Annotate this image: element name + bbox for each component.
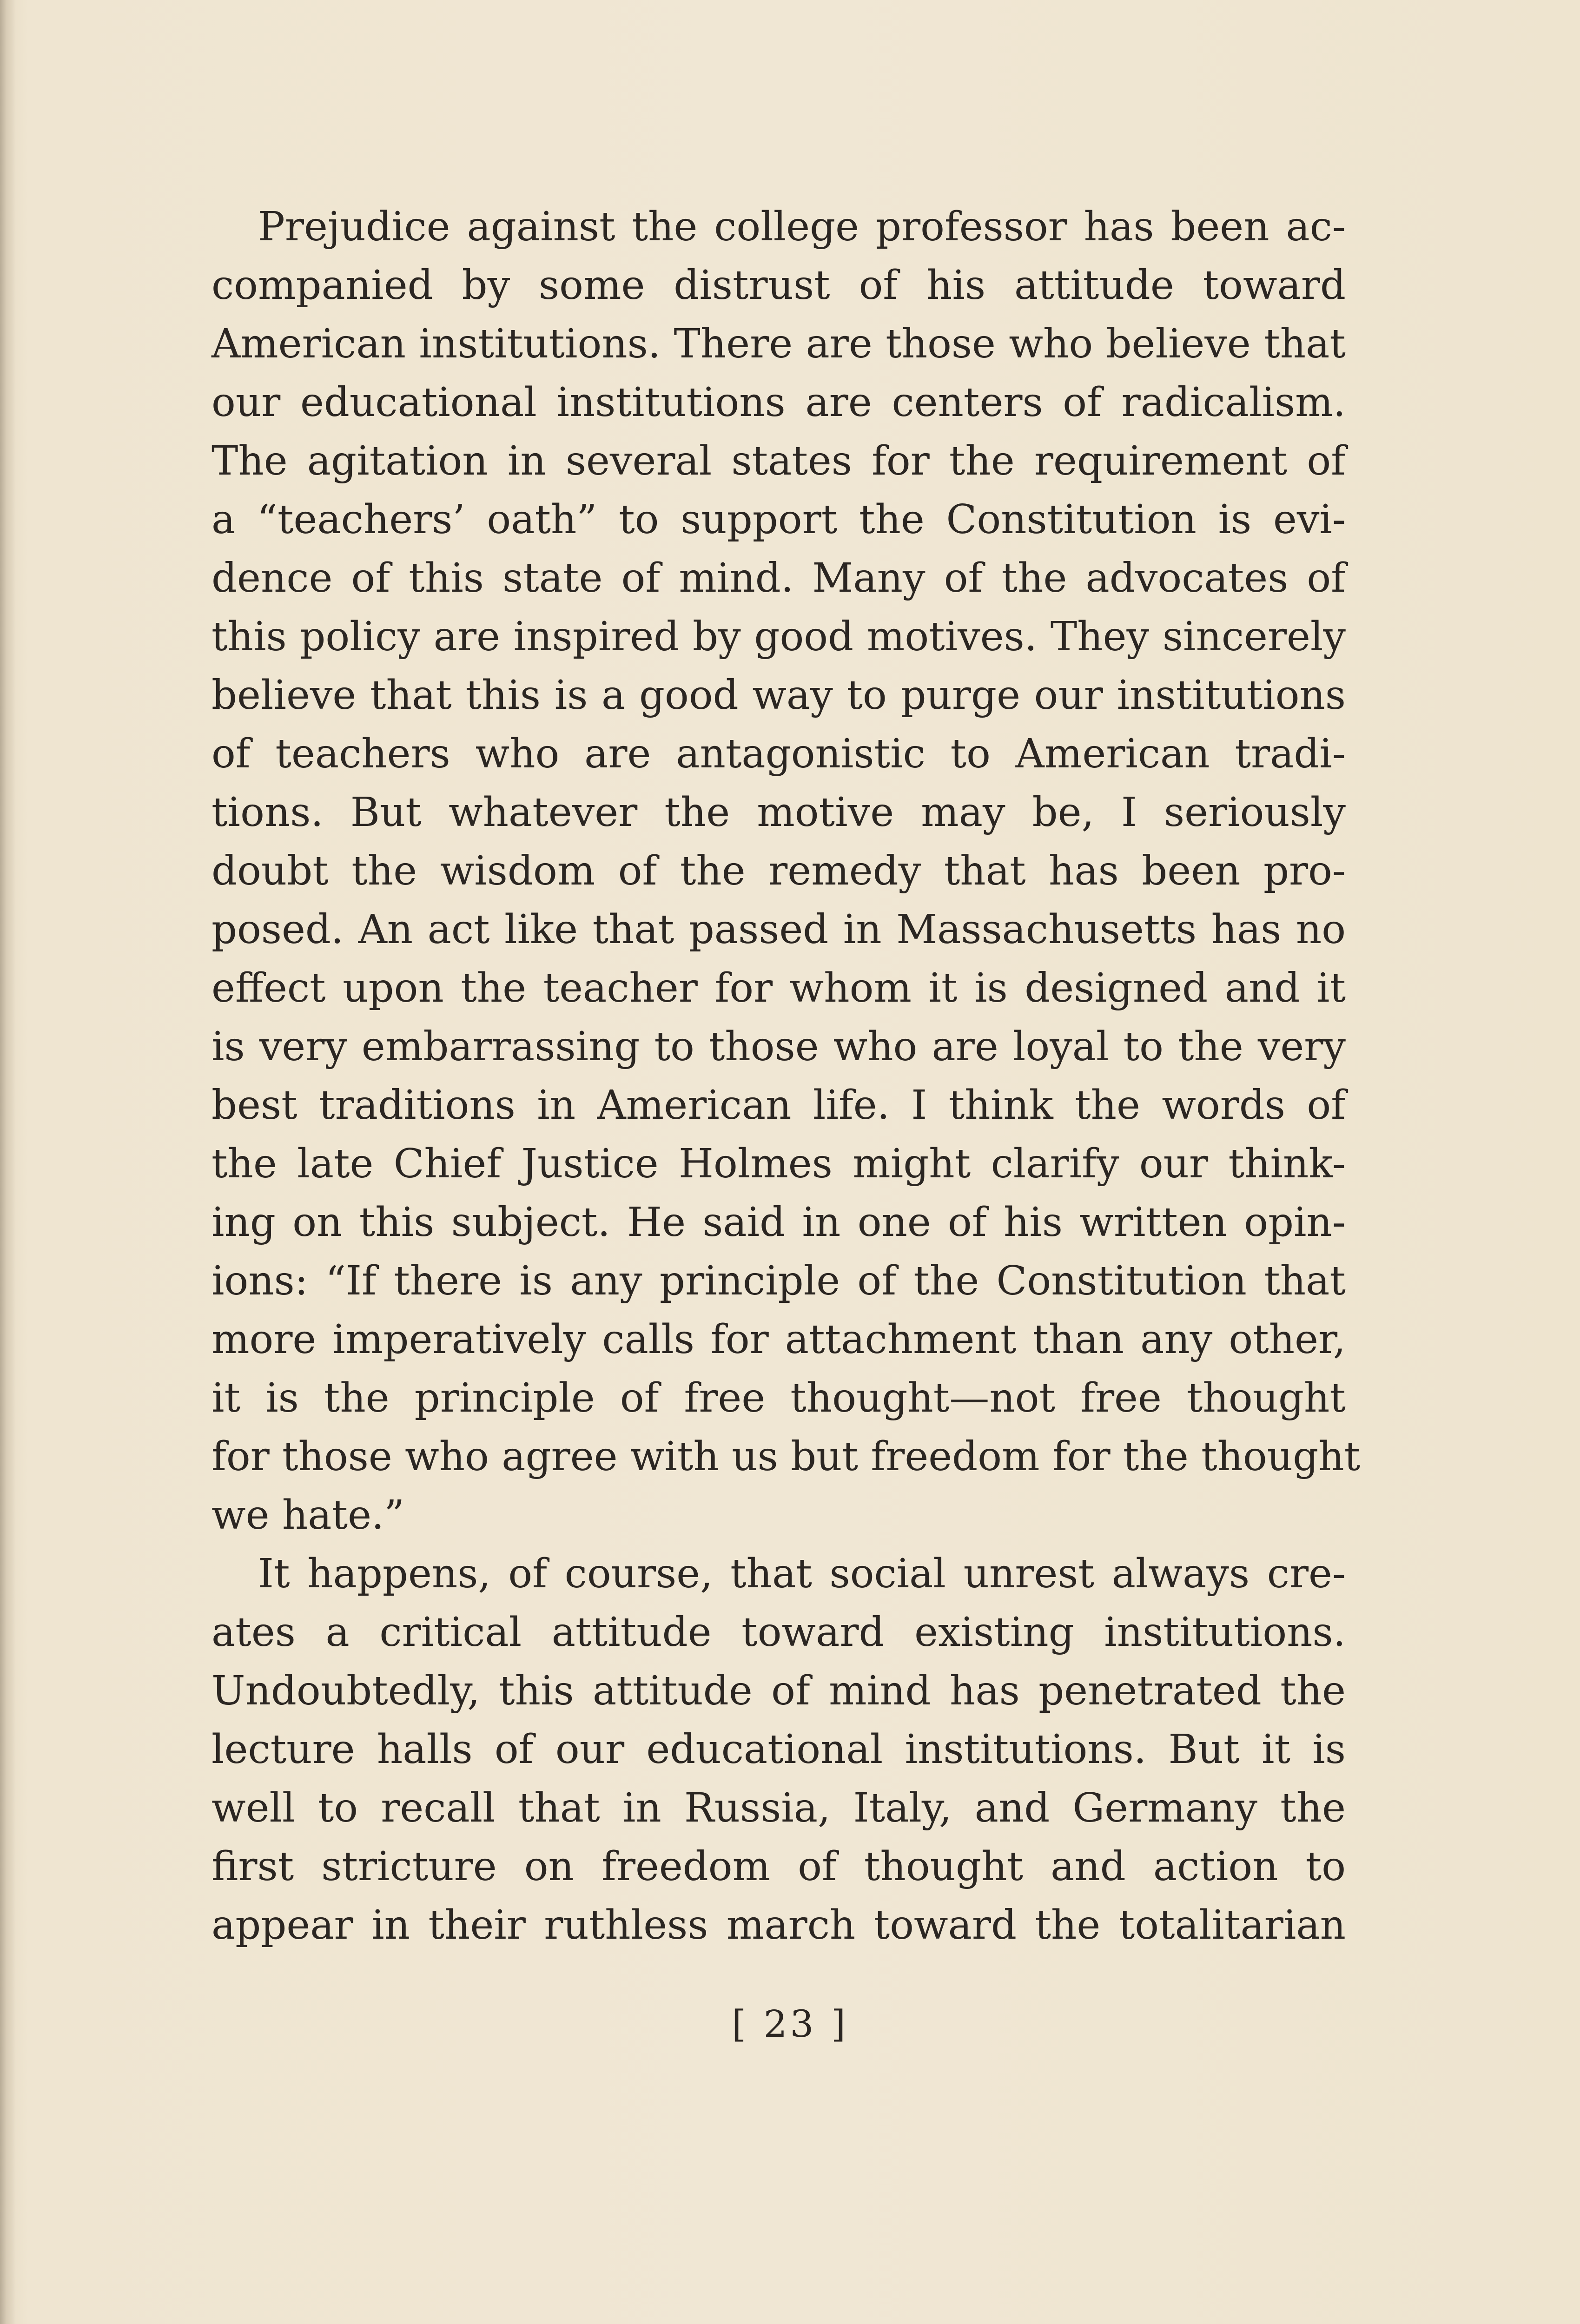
paragraph-1 — [212, 198, 1361, 1545]
text-line: it is the principle of free thought—not free thought — [212, 1375, 1346, 1421]
text-line: American institutions. There are those who believe that — [212, 321, 1346, 367]
text-line: well to recall that in Russia, Italy, and Germany the — [212, 1785, 1346, 1831]
text-line: ing on this subject. He said in one of his written opin- — [212, 1199, 1346, 1246]
text-line: It happens, of course, that social unrest always cre- — [258, 1551, 1346, 1597]
text-line: doubt the wisdom of the remedy that has been pro- — [212, 848, 1346, 894]
text-line: first stricture on freedom of thought and action to — [212, 1843, 1346, 1890]
text-line: a “teachers’ oath” to support the Constitution is evi- — [212, 496, 1346, 543]
text-line: Undoubtedly, this attitude of mind has penetrated the — [212, 1668, 1346, 1714]
text-line: we hate.” — [212, 1492, 405, 1538]
text-line: posed. An act like that passed in Massachusetts has no — [212, 906, 1346, 953]
text-line: our educational institutions are centers of radicalism. — [212, 379, 1346, 426]
text-line: believe that this is a good way to purge our institutions — [212, 672, 1346, 719]
text-line: this policy are inspired by good motives. They sincerely — [212, 614, 1346, 660]
text-line: companied by some distrust of his attitude toward — [212, 262, 1346, 309]
text-line: of teachers who are antagonistic to American tradi- — [212, 731, 1346, 777]
text-line: more imperatively calls for attachment than any other, — [212, 1316, 1346, 1363]
text-line: Prejudice against the college professor has been ac- — [258, 204, 1346, 250]
text-line: best traditions in American life. I think the words of — [212, 1082, 1346, 1129]
text-line: is very embarrassing to those who are loyal to the very — [212, 1023, 1346, 1070]
text-line: lecture halls of our educational institutions. But it is — [212, 1726, 1346, 1773]
text-line: dence of this state of mind. Many of the advocates of — [212, 555, 1346, 601]
text-line: appear in their ruthless march toward the totalitarian — [212, 1902, 1346, 1948]
text-line: for those who agree with us but freedom for the thought — [212, 1433, 1361, 1480]
text-line: effect upon the teacher for whom it is designed and it — [212, 965, 1346, 1011]
text-line: ions: “If there is any principle of the Constitution that — [212, 1258, 1346, 1304]
paragraph-2 — [212, 1545, 1346, 1954]
text-line: the late Chief Justice Holmes might clarify our think- — [212, 1141, 1346, 1187]
text-line: The agitation in several states for the requirement of — [212, 438, 1346, 484]
body-text — [212, 198, 1361, 1954]
page-number: [ 23 ] — [731, 2002, 849, 2046]
text-line: ates a critical attitude toward existing institutions. — [212, 1609, 1346, 1656]
text-line: tions. But whatever the motive may be, I seriously — [212, 789, 1346, 836]
page-binding-edge — [0, 0, 16, 2324]
